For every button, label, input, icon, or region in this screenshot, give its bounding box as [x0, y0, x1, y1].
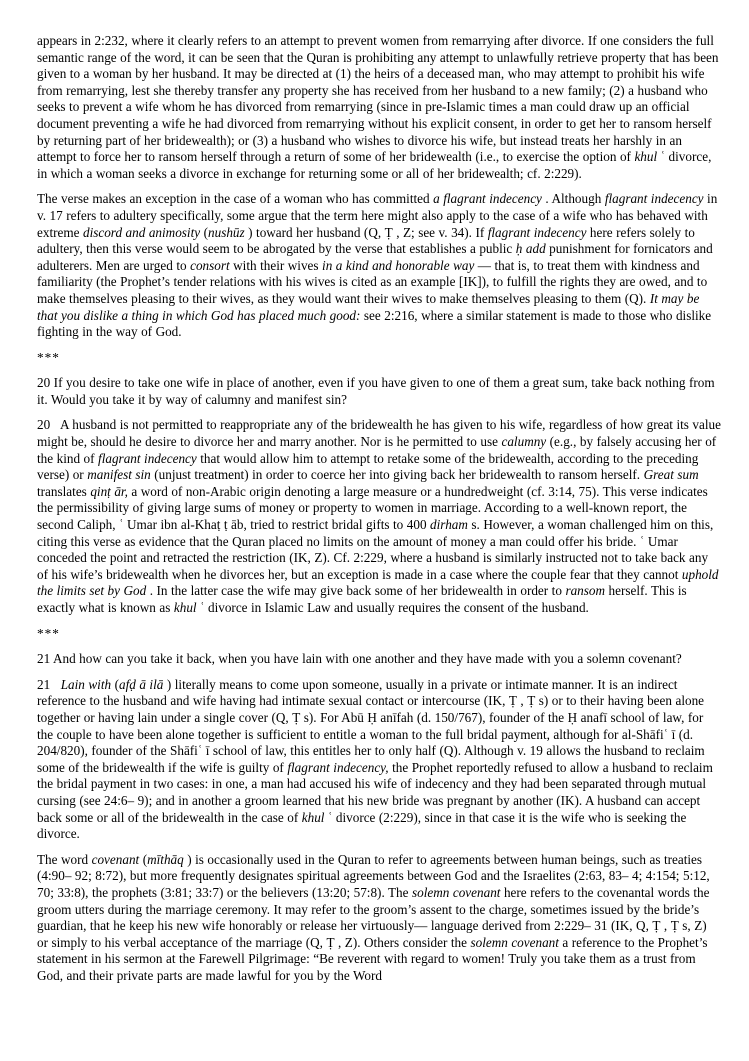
document-text	[37, 33, 721, 984]
italic-run: solemn covenant	[470, 934, 559, 950]
text-run: . Although	[541, 191, 605, 207]
commentary-paragraph	[37, 677, 721, 843]
text-run: 20 If you desire to take one wife in place of another, even if you have given to one of them a great sum, take back nothing from it. Would you take it by way of calumny and manifest sin?	[37, 375, 715, 407]
italic-run: Great sum	[643, 467, 699, 483]
italic-run: uphold the limits set by God	[37, 566, 719, 599]
text-run: The verse makes an exception in the case of a woman who has committed	[37, 191, 434, 207]
verse-paragraph	[37, 375, 721, 408]
text-run: ʿ divorce (2:229), since in that case it is the wife who is seeking the divorce.	[37, 809, 687, 842]
text-run: ***	[37, 625, 60, 641]
text-run: a reference to the Prophet’s statement in his sermon at the Farewell Pilgrimage: “Be reverent with regard to women! Truly you take them as a trust from God, and their private parts are made lawful for you by the Word	[37, 934, 708, 983]
text-run: 21 And how can you take it back, when you have lain with one another and they have made with you a solemn covenant?	[37, 651, 682, 667]
italic-run: ḥ add	[515, 241, 546, 257]
text-run: ) is occasionally used in the Quran to refer to agreements between human beings, such as treaties (4:90– 92; 8:72), but more frequently designates spiritual agreements between God and the Israelites (2:63, 83– 4; 4:154; 5:12, 70; 33:8), the prophets (3:81; 33:7) or the believers (13:20; 57:8). The	[37, 851, 710, 900]
italic-run: manifest sin	[87, 467, 151, 483]
text-run: (	[200, 224, 208, 240]
text-run: a word of non-Arabic origin denoting a large measure or a hundredweight (cf. 3:14, 75). This verse indicates the permissibility of giving large sums of money or property to women in marriage. According to a well-known report, the second Caliph, ʿ Umar ibn al-Khaṭ ṭ āb, tried to restrict bridal gifts to 400	[37, 483, 708, 533]
italic-run: consort	[190, 257, 230, 273]
italic-run: khul	[301, 809, 325, 825]
text-run: here refers to the covenantal words the groom utters during the marriage ceremony. It may refer to the groom’s assent to the charge, sometimes issued by the bride’s guardian, that he keep his new wife honorably or release her virtuously— language derived from 2:229– 31 (IK, Q, Ṭ , Ṭ s, Z) or simply to his verbal acceptance of the marriage (Q, Ṭ , Z). Others consider the	[37, 884, 710, 950]
section-separator	[37, 626, 721, 643]
text-run: translates	[37, 483, 91, 499]
italic-run: calumny	[501, 434, 547, 450]
italic-run: in a kind and honorable way	[322, 257, 475, 273]
italic-run: Lain with	[60, 676, 112, 692]
text-run: (unjust treatment) in order to coerce her into giving back her bridewealth to ransom herself.	[150, 467, 644, 483]
text-run: here refers solely to adultery, then this verse would seem to be abrogated by the verse that establishes a public	[37, 224, 695, 257]
text-run: with their wives	[229, 257, 323, 273]
italic-run: It may be that you dislike a thing in which God has placed much good:	[37, 290, 700, 323]
text-run: The word	[37, 851, 92, 867]
italic-run: flagrant indecency	[98, 450, 197, 466]
text-run: ***	[37, 349, 60, 365]
text-run: punishment for fornicators and adulterers. Men are urged to	[37, 241, 713, 273]
text-run: that would allow him to attempt to retake some of the bridewealth, according to the preceding verse) or	[37, 450, 699, 483]
section-separator	[37, 350, 721, 367]
italic-run: flagrant indecency	[487, 224, 587, 240]
italic-run: discord and animosity	[82, 224, 201, 240]
text-run: in v. 17 refers to adultery specifically, some argue that the term here might also apply to the case of a wife who has behaved with extreme	[37, 191, 718, 240]
text-run: ʿ divorce in Islamic Law and usually requires the consent of the husband.	[196, 600, 589, 615]
text-run: ʿ divorce, in which a woman seeks a divorce in exchange for returning some or all of her bridewealth; cf. 2:229).	[37, 149, 712, 181]
italic-run: afḍ ā ilā	[118, 676, 164, 692]
text-run: . In the latter case the wife may give back some of her bridewealth in order to	[146, 583, 566, 599]
italic-run: qinṭ ār,	[90, 483, 128, 499]
italic-run: mīthāq	[147, 851, 184, 867]
italic-run: a flagrant indecency	[433, 191, 542, 207]
commentary-paragraph	[37, 191, 721, 340]
text-run: 21	[37, 676, 61, 692]
italic-run: khul	[634, 149, 658, 165]
text-run: ) toward her husband (Q, Ṭ , Z; see v. 34). If	[244, 224, 488, 240]
text-run: s. However, a woman challenged him on this, citing this verse as evidence that the Quran placed no limits on the amount of money a man could offer his bride. ʿ Umar conceded the point and retracted the restriction (IK, Z). Cf. 2:229, where a husband is similarly instructed not to take back any of his wife’s bridewealth when he divorces her, but an exception is made in a case where the couple fear that they cannot	[37, 517, 714, 582]
text-run: ) literally means to come upon someone, usually in a private or intimate manner. It is an indirect reference to the husband and wife having had intimate sexual contact or intercourse (IK, Ṭ , Ṭ s) or to their having been alone together or having lain under a single cover (Q, Ṭ s). For Abū Ḥ anīfah (d. 150/767), founder of the Ḥ anafī school of law, for the couple to have been alone together is sufficient to entitle a woman to the full bridal payment, although for al-Shāfiʿ ī (d. 204/820), founder of the Shāfiʿ ī school of law, this entitles her to only half (Q). Although v. 19 allows the husband to reclaim some of the bridewealth if the wife is guilty of	[37, 676, 705, 775]
text-run: — that is, to treat them with kindness and familiarity (the Prophet’s tender relations with his wives is cited as an example [IK]), to fulfill the rights they are owed, and to make themselves pleasing to their wives, as they would want their wives to make themselves pleasing to them (Q).	[37, 257, 708, 306]
text-run: (	[139, 851, 148, 867]
text-run: 20 A husband is not permitted to reappropriate any of the bridewealth he has given to his wife, regardless of how great its value might be, should he desire to divorce her and marry another. Nor is he permitted to use	[37, 417, 721, 450]
text-run: herself. This is exactly what is known as	[37, 583, 687, 615]
text-run: (e.g., by falsely accusing her of the kind of	[37, 434, 717, 466]
italic-run: ransom	[565, 583, 606, 599]
italic-run: flagrant indecency	[604, 191, 704, 207]
commentary-paragraph	[37, 417, 721, 616]
text-run: (	[111, 676, 119, 692]
italic-run: flagrant indecency,	[287, 759, 389, 775]
text-run: the Prophet reportedly refused to allow a husband to reclaim the bridal payment in two cases: in one, a man had accused his wife of indecency and they had been separated through mutual cursing (see 24:6– 9); and in another a groom learned that his new bride was pregnant by another (IK). A husband can accept back some or all of the bridewealth in the case of	[37, 759, 713, 825]
verse-paragraph	[37, 651, 721, 668]
italic-run: nushūz	[208, 224, 245, 240]
commentary-paragraph	[37, 852, 721, 985]
italic-run: dirham	[430, 517, 468, 533]
italic-run: covenant	[91, 851, 140, 867]
text-run: see 2:216, where a similar statement is made to those who dislike fighting in the way of God.	[37, 307, 712, 340]
italic-run: solemn covenant	[412, 884, 501, 900]
text-run: appears in 2:232, where it clearly refers to an attempt to prevent women from remarrying after divorce. If one considers the full semantic range of the word, it can be seen that the Quran is prohibiting any attempt to unlawfully retrieve property that has been given to a woman by her husband. It may be directed at (1) the heirs of a deceased man, who may attempt to prohibit his wife from remarrying, lest she thereby transfer any property she has received from her husband to a new family; (2) a husband who seeks to prevent a wife whom he has divorced from remarrying (since in pre-Islamic times a man could draw up an official document preventing a wife he had divorced from remarrying without his explicit consent, in order to get her to ransom herself by returning part of her bridewealth); or (3) a husband who wishes to divorce his wife, but instead treats her harshly in an attempt to force her to ransom herself through a return of some of her bridewealth (i.e., to exercise the option of	[37, 33, 719, 165]
commentary-paragraph	[37, 33, 721, 182]
italic-run: khul	[173, 600, 197, 615]
